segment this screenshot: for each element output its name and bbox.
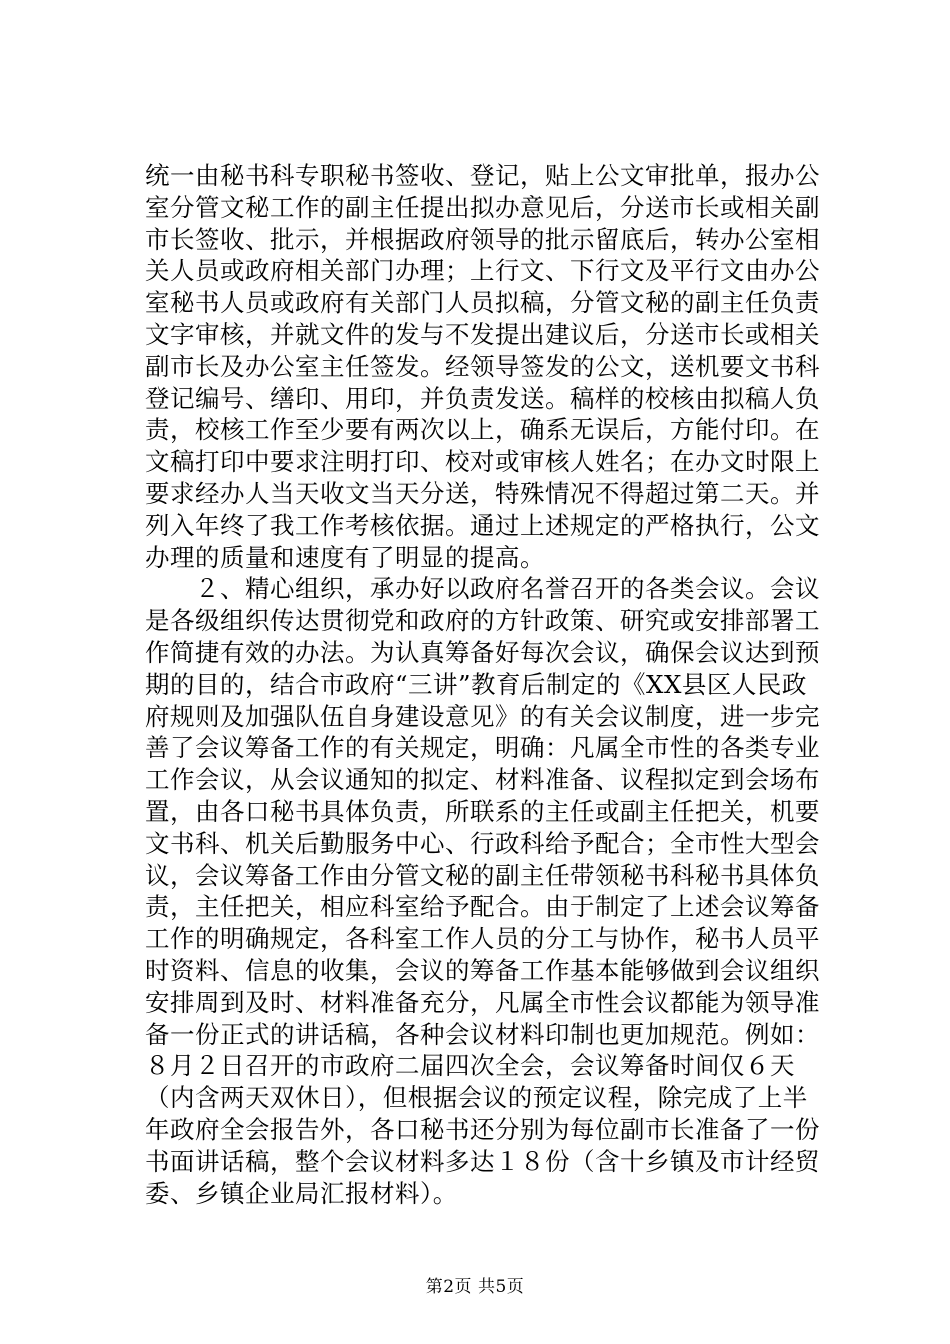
text-line: 安排周到及时、材料准备充分，凡属全市性会议都能为领导准 xyxy=(145,987,820,1017)
text-line: 登记编号、缮印、用印，并负责发送。稿样的校核由拟稿人负 xyxy=(145,383,820,413)
text-line: 文字审核，并就文件的发与不发提出建议后，分送市长或相关 xyxy=(145,319,820,349)
text-line: 室分管文秘工作的副主任提出拟办意见后，分送市长或相关副 xyxy=(145,192,820,222)
text-line: 置，由各口秘书具体负责，所联系的主任或副主任把关，机要 xyxy=(145,796,820,826)
text-line: 期的目的，结合市政府“三讲”教育后制定的《XX县区人民政 xyxy=(145,669,807,699)
text-line: 关人员或政府相关部门办理；上行文、下行文及平行文由办公 xyxy=(145,256,820,286)
text-line: 要求经办人当天收文当天分送，特殊情况不得超过第二天。并 xyxy=(145,478,820,508)
text-line: 作简捷有效的办法。为认真筹备好每次会议，确保会议达到预 xyxy=(145,637,820,667)
text-line: 府规则及加强队伍自身建设意见》的有关会议制度，进一步完 xyxy=(145,701,820,731)
text-line: 书面讲话稿，整个会议材料多达１８份（含十乡镇及市计经贸 xyxy=(145,1146,820,1176)
text-line: 是各级组织传达贯彻党和政府的方针政策、研究或安排部署工 xyxy=(145,606,820,636)
text-line: 副市长及办公室主任签发。经领导签发的公文，送机要文书科 xyxy=(145,351,820,381)
text-line: 办理的质量和速度有了明显的提高。 xyxy=(145,542,545,572)
text-line: 市长签收、批示，并根据政府领导的批示留底后，转办公室相 xyxy=(145,224,820,254)
text-line: 责，主任把关，相应科室给予配合。由于制定了上述会议筹备 xyxy=(145,892,820,922)
text-line: ８月２日召开的市政府二届四次全会，会议筹备时间仅６天 xyxy=(145,1051,795,1081)
text-line: 工作的明确规定，各科室工作人员的分工与协作，秘书人员平 xyxy=(145,924,820,954)
text-line: 统一由秘书科专职秘书签收、登记，贴上公文审批单，报办公 xyxy=(145,161,820,190)
text-line: 文书科、机关后勤服务中心、行政科给予配合；全市性大型会 xyxy=(145,828,820,858)
page-number-footer: 第2页 共5页 xyxy=(425,1277,525,1297)
text-line: ２、精心组织，承办好以政府名誉召开的各类会议。会议 xyxy=(145,574,820,604)
text-line: 委、乡镇企业局汇报材料）。 xyxy=(145,1178,458,1208)
text-line: 议，会议筹备工作由分管文秘的副主任带领秘书科秘书具体负 xyxy=(145,860,820,890)
text-line: 责，校核工作至少要有两次以上，确系无误后，方能付印。在 xyxy=(145,415,820,445)
text-line: 室秘书人员或政府有关部门人员拟稿，分管文秘的副主任负责 xyxy=(145,288,820,318)
text-line: 工作会议，从会议通知的拟定、材料准备、议程拟定到会场布 xyxy=(145,765,820,795)
text-line: 列入年终了我工作考核依据。通过上述规定的严格执行，公文 xyxy=(145,510,820,540)
document-body xyxy=(145,160,820,1209)
text-line: 文稿打印中要求注明打印、校对或审核人姓名；在办文时限上 xyxy=(145,447,820,477)
text-line: 备一份正式的讲话稿，各种会议材料印制也更加规范。例如： xyxy=(145,1019,820,1049)
text-line: 年政府全会报告外，各口秘书还分别为每位副市长准备了一份 xyxy=(145,1114,820,1144)
text-line: 善了会议筹备工作的有关规定，明确：凡属全市性的各类专业 xyxy=(145,733,820,763)
text-line: （内含两天双休日），但根据会议的预定议程，除完成了上半 xyxy=(145,1083,808,1113)
text-line: 时资料、信息的收集，会议的筹备工作基本能够做到会议组织 xyxy=(145,955,820,985)
